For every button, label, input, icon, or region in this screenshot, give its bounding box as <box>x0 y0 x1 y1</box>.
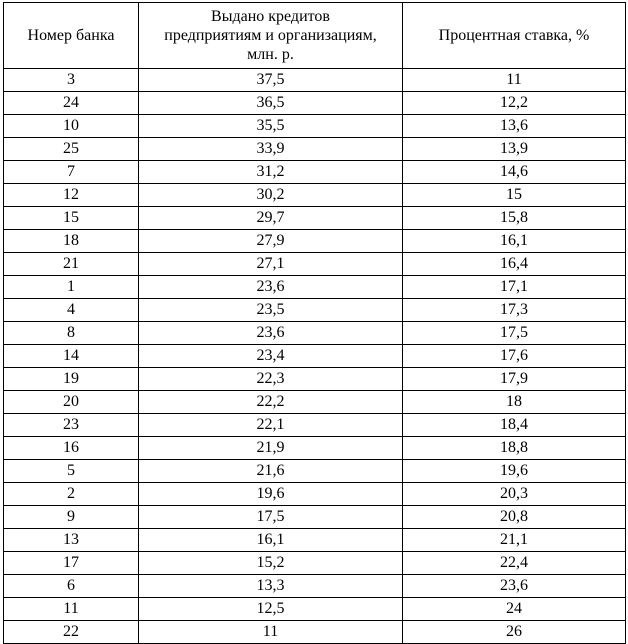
table-header <box>4 3 626 69</box>
cell-bank-number: 10 <box>4 115 139 138</box>
table-row <box>4 575 626 598</box>
cell-credits-issued: 11 <box>139 621 403 644</box>
table-row <box>4 207 626 230</box>
header-credits-issued <box>139 3 403 69</box>
cell-interest-rate: 18,8 <box>403 437 626 460</box>
cell-interest-rate: 11 <box>403 69 626 92</box>
cell-bank-number: 8 <box>4 322 139 345</box>
cell-bank-number: 20 <box>4 391 139 414</box>
cell-interest-rate: 17,3 <box>403 299 626 322</box>
cell-credits-issued: 22,1 <box>139 414 403 437</box>
cell-bank-number: 25 <box>4 138 139 161</box>
table-row <box>4 115 626 138</box>
cell-credits-issued: 35,5 <box>139 115 403 138</box>
bank-credits-table <box>3 2 626 644</box>
cell-interest-rate: 24 <box>403 598 626 621</box>
table-row <box>4 69 626 92</box>
cell-bank-number: 6 <box>4 575 139 598</box>
table-row <box>4 184 626 207</box>
header-credits-line-3: млн. р. <box>247 46 294 63</box>
cell-bank-number: 18 <box>4 230 139 253</box>
cell-interest-rate: 17,1 <box>403 276 626 299</box>
cell-credits-issued: 37,5 <box>139 69 403 92</box>
cell-credits-issued: 23,4 <box>139 345 403 368</box>
table-row <box>4 552 626 575</box>
table-row <box>4 161 626 184</box>
cell-interest-rate: 26 <box>403 621 626 644</box>
cell-interest-rate: 21,1 <box>403 529 626 552</box>
table-row <box>4 92 626 115</box>
table-row <box>4 230 626 253</box>
table-row <box>4 529 626 552</box>
cell-interest-rate: 14,6 <box>403 161 626 184</box>
cell-interest-rate: 12,2 <box>403 92 626 115</box>
cell-credits-issued: 12,5 <box>139 598 403 621</box>
cell-bank-number: 24 <box>4 92 139 115</box>
cell-bank-number: 21 <box>4 253 139 276</box>
cell-interest-rate: 15,8 <box>403 207 626 230</box>
cell-bank-number: 15 <box>4 207 139 230</box>
cell-bank-number: 1 <box>4 276 139 299</box>
header-row <box>4 3 626 69</box>
cell-bank-number: 19 <box>4 368 139 391</box>
cell-interest-rate: 18,4 <box>403 414 626 437</box>
cell-interest-rate: 19,6 <box>403 460 626 483</box>
cell-credits-issued: 23,6 <box>139 322 403 345</box>
cell-credits-issued: 13,3 <box>139 575 403 598</box>
cell-credits-issued: 23,6 <box>139 276 403 299</box>
table-row <box>4 506 626 529</box>
table-row <box>4 483 626 506</box>
cell-interest-rate: 20,8 <box>403 506 626 529</box>
table-row <box>4 391 626 414</box>
cell-credits-issued: 27,1 <box>139 253 403 276</box>
cell-bank-number: 17 <box>4 552 139 575</box>
header-credits-line-2: предприятиям и организациям, <box>164 27 377 44</box>
cell-credits-issued: 16,1 <box>139 529 403 552</box>
cell-interest-rate: 13,6 <box>403 115 626 138</box>
table-row <box>4 460 626 483</box>
cell-credits-issued: 22,2 <box>139 391 403 414</box>
cell-interest-rate: 17,6 <box>403 345 626 368</box>
cell-interest-rate: 23,6 <box>403 575 626 598</box>
cell-bank-number: 11 <box>4 598 139 621</box>
cell-credits-issued: 23,5 <box>139 299 403 322</box>
table-body <box>4 69 626 644</box>
cell-bank-number: 13 <box>4 529 139 552</box>
cell-bank-number: 7 <box>4 161 139 184</box>
header-bank-number: Номер банка <box>4 3 139 69</box>
cell-bank-number: 14 <box>4 345 139 368</box>
cell-bank-number: 9 <box>4 506 139 529</box>
cell-interest-rate: 17,9 <box>403 368 626 391</box>
cell-credits-issued: 33,9 <box>139 138 403 161</box>
cell-interest-rate: 16,4 <box>403 253 626 276</box>
cell-interest-rate: 16,1 <box>403 230 626 253</box>
cell-interest-rate: 13,9 <box>403 138 626 161</box>
table-row <box>4 414 626 437</box>
table-row <box>4 345 626 368</box>
cell-credits-issued: 29,7 <box>139 207 403 230</box>
cell-bank-number: 23 <box>4 414 139 437</box>
cell-credits-issued: 15,2 <box>139 552 403 575</box>
table-row <box>4 437 626 460</box>
table-row <box>4 138 626 161</box>
cell-credits-issued: 31,2 <box>139 161 403 184</box>
table-row <box>4 276 626 299</box>
cell-interest-rate: 18 <box>403 391 626 414</box>
cell-interest-rate: 22,4 <box>403 552 626 575</box>
cell-bank-number: 4 <box>4 299 139 322</box>
header-interest-rate: Процентная ставка, % <box>403 3 626 69</box>
cell-credits-issued: 30,2 <box>139 184 403 207</box>
cell-bank-number: 16 <box>4 437 139 460</box>
cell-bank-number: 5 <box>4 460 139 483</box>
table-row <box>4 368 626 391</box>
cell-interest-rate: 20,3 <box>403 483 626 506</box>
header-credits-line-1: Выдано кредитов <box>211 8 330 25</box>
table-row <box>4 299 626 322</box>
cell-credits-issued: 36,5 <box>139 92 403 115</box>
cell-credits-issued: 22,3 <box>139 368 403 391</box>
table-row <box>4 322 626 345</box>
cell-bank-number: 3 <box>4 69 139 92</box>
table-row <box>4 598 626 621</box>
cell-credits-issued: 17,5 <box>139 506 403 529</box>
cell-interest-rate: 17,5 <box>403 322 626 345</box>
cell-credits-issued: 27,9 <box>139 230 403 253</box>
table-row <box>4 253 626 276</box>
cell-interest-rate: 15 <box>403 184 626 207</box>
cell-credits-issued: 19,6 <box>139 483 403 506</box>
cell-bank-number: 2 <box>4 483 139 506</box>
cell-bank-number: 12 <box>4 184 139 207</box>
cell-bank-number: 22 <box>4 621 139 644</box>
table-row <box>4 621 626 644</box>
cell-credits-issued: 21,9 <box>139 437 403 460</box>
cell-credits-issued: 21,6 <box>139 460 403 483</box>
